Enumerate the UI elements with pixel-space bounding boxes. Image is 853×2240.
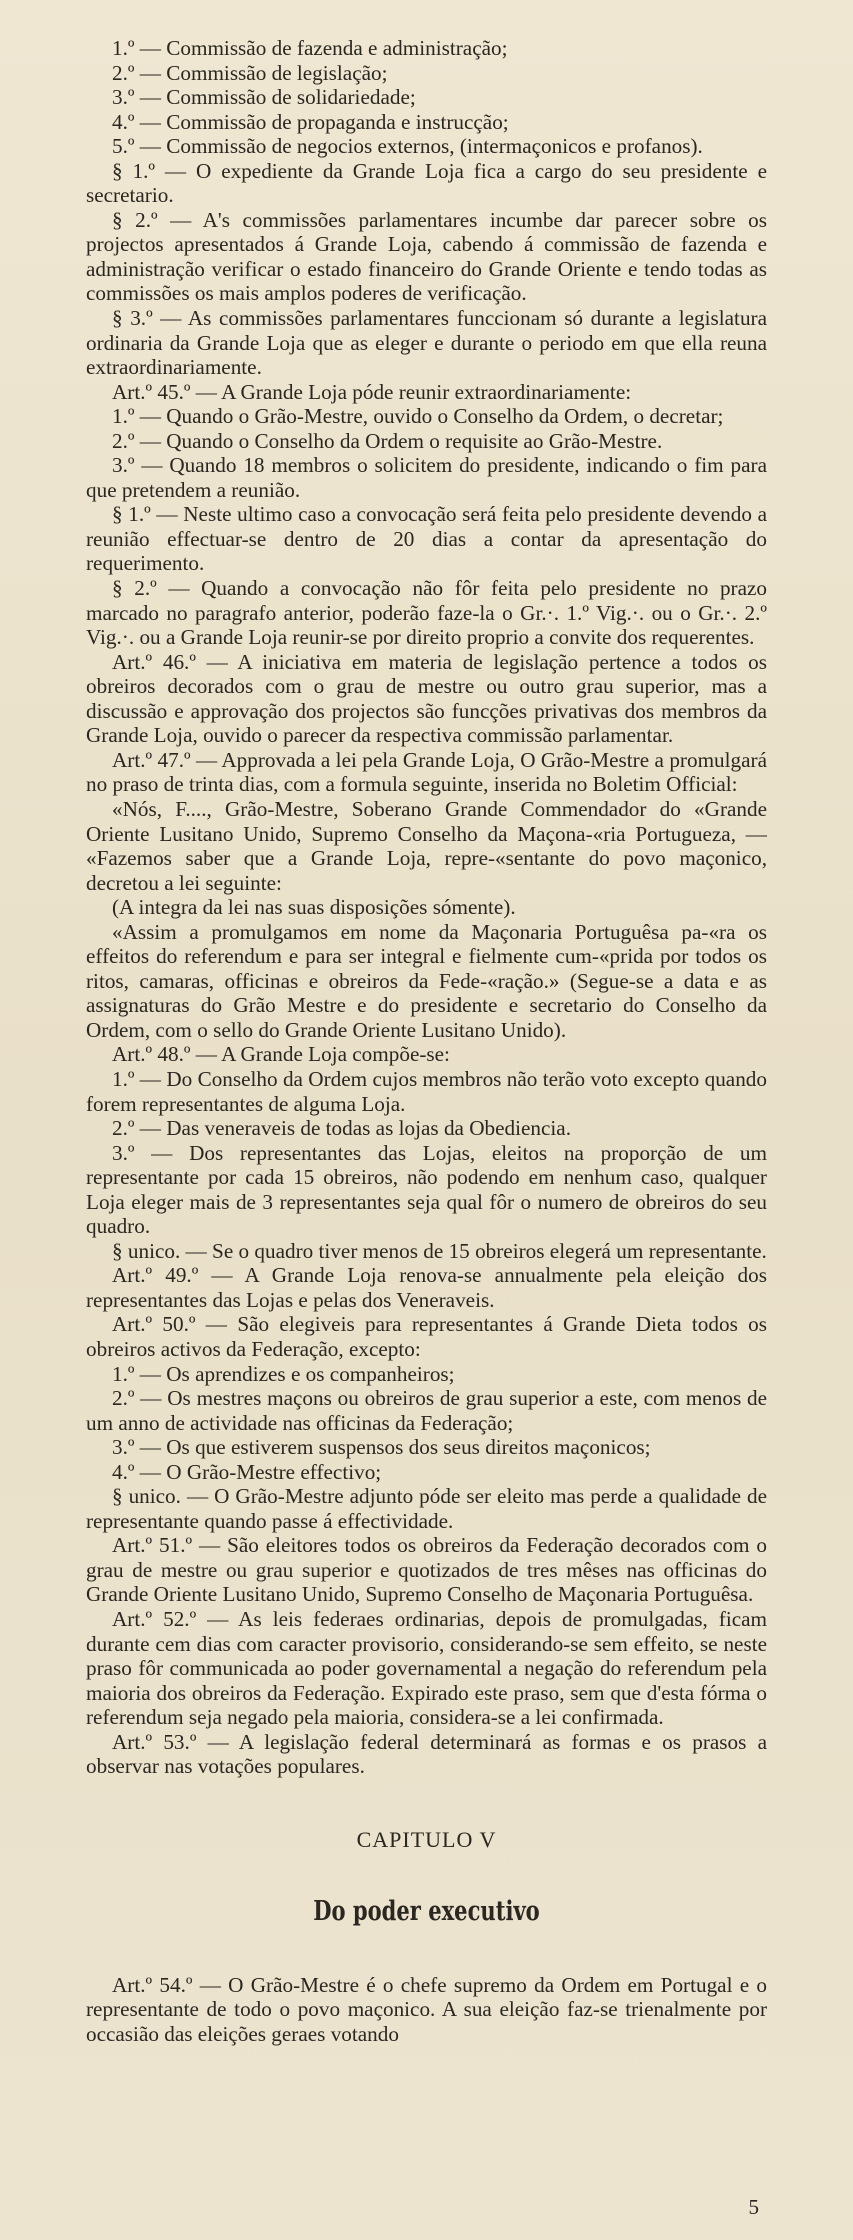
paragraph: Art.º 52.º — As leis federaes ordinarias, depois de promulgadas, ficam durante cem dias com caracter provisorio, considerando-se sem effeito, se neste praso fôr communicada ao poder governamental a negação do referendum pela maioria dos obreiros da Federação. Expirado este praso, sem que d'esta fórma o referendum seja negado pela maioria, considera-se a lei confirmada. — [86, 1607, 767, 1730]
paragraph: § unico. — O Grão-Mestre adjunto póde ser eleito mas perde a qualidade de representante quando passe á effectividade. — [86, 1484, 767, 1533]
paragraph: 2.º — Os mestres maçons ou obreiros de grau superior a este, com menos de um anno de actividade nas officinas da Federação; — [86, 1386, 767, 1435]
chapter-heading: CAPITULO V — [356, 1826, 497, 1852]
paragraph: 3.º — Os que estiverem suspensos dos seus direitos maçonicos; — [112, 1435, 651, 1460]
paragraph: § unico. — Se o quadro tiver menos de 15 obreiros elegerá um representante. — [112, 1238, 767, 1263]
paragraph: Art.º 46.º — A iniciativa em materia de legislação pertence a todos os obreiros decorados com o grau de mestre ou outro grau superior, mas a discussão e approvação dos projectos são funcções privativas dos membros da Grande Loja, ouvido o parecer da respectiva commissão parlamentar. — [86, 649, 767, 748]
document-body — [86, 36, 767, 2046]
paragraph: § 1.º — Neste ultimo caso a convocação será feita pelo presidente devendo a reunião effectuar-se dentro de 20 dias a contar da apresentação do requerimento. — [86, 502, 767, 576]
paragraph: Art.º 51.º — São eleitores todos os obreiros da Federação decorados com o grau de mestre ou grau superior e quotizados de tres mêses nas officinas do Grande Oriente Lusitano Unido, Supremo Conselho de Maçonaria Portuguêsa. — [86, 1533, 767, 1607]
paragraph: Art.º 50.º — São elegiveis para representantes á Grande Dieta todos os obreiros activos da Federação, excepto: — [86, 1312, 767, 1361]
paragraph: Art.º 49.º — A Grande Loja renova-se annualmente pela eleição dos representantes das Lojas e pelas dos Veneraveis. — [86, 1263, 767, 1312]
paragraph: «Nós, F...., Grão-Mestre, Soberano Grande Commendador do «Grande Oriente Lusitano Unido, Supremo Conselho da Maçona-«ria Portugueza, — «Fazemos saber que a Grande Loja, repre-«sentante do povo maçonico, decretou a lei seguinte: — [86, 796, 767, 895]
paragraph: § 2.º — Quando a convocação não fôr feita pelo presidente no prazo marcado no paragrafo anterior, poderão faze-la o Gr.·. 1.º Vig.·. ou o Gr.·. 2.º Vig.·. ou a Grande Loja reunir-se por direito proprio a convite dos requerentes. — [86, 576, 767, 650]
list-item: 2.º — Commissão de legislação; — [112, 60, 388, 85]
paragraph: «Assim a promulgamos em nome da Maçonaria Portuguêsa pa-«ra os effeitos do referendum e para ser integral e fielmente cum-«prida por todos os ritos, camaras, officinas e obreiros da Fede-«ração.» (Segue-se a data e as assignaturas do Grão Mestre e do presidente e secretario do Conselho da Ordem, com o sello do Grande Oriente Lusitano Unido). — [86, 919, 767, 1042]
list-item: 1.º — Commissão de fazenda e administração; — [112, 36, 508, 60]
paragraph: § 1.º — O expediente da Grande Loja fica a cargo do seu presidente e secretario. — [86, 158, 767, 208]
paragraph: Art.º 53.º — A legislação federal determinará as formas e os prasos a observar nas votações populares. — [86, 1729, 767, 1779]
list-item: 5.º — Commissão de negocios externos, (intermaçonicos e profanos). — [112, 134, 703, 159]
paragraph: § 3.º — As commissões parlamentares funccionam só durante a legislatura ordinaria da Grande Loja que as eleger e durante o periodo em que ella reuna extraordinariamente. — [86, 306, 767, 380]
paragraph: § 2.º — A's commissões parlamentares incumbe dar parecer sobre os projectos apresentados á Grande Loja, cabendo á commissão de fazenda e administração verificar o estado financeiro do Grande Oriente e tendo todas as commissões os mais amplos poderes de verificação. — [86, 207, 767, 306]
paragraph: 1.º — Os aprendizes e os companheiros; — [112, 1361, 455, 1386]
commission-list — [86, 36, 767, 159]
paragraph: 1.º — Quando o Grão-Mestre, ouvido o Conselho da Ordem, o decretar; — [112, 404, 724, 429]
list-item: 4.º — Commissão de propaganda e instrucção; — [112, 109, 509, 134]
paragraph: 3.º — Dos representantes das Lojas, eleitos na proporção de um representante por cada 15 obreiros, não podendo em nenhum caso, qualquer Loja eleger mais de 3 representantes seja qual fôr o numero de obreiros do seu quadro. — [86, 1140, 767, 1239]
paragraph: Art.º 54.º — O Grão-Mestre é o chefe supremo da Ordem em Portugal e o representante de todo o povo maçonico. A sua eleição faz-se trienalmente por occasião das eleições geraes votando — [86, 1972, 767, 2046]
paragraph: Art.º 47.º — Approvada a lei pela Grande Loja, O Grão-Mestre a promulgará no praso de trinta dias, com a formula seguinte, inserida no Boletim Official: — [86, 747, 767, 797]
page-number: 5 — [748, 2195, 759, 2219]
paragraph: 2.º — Quando o Conselho da Ordem o requisite ao Grão-Mestre. — [112, 428, 663, 453]
paragraph: 4.º — O Grão-Mestre effectivo; — [112, 1459, 382, 1484]
paragraph: (A integra da lei nas suas disposições sómente). — [112, 895, 516, 920]
section-title: Do poder executivo — [313, 1895, 540, 1927]
article-heading: Art.º 45.º — A Grande Loja póde reunir extraordinariamente: — [112, 379, 632, 404]
paragraph: 2.º — Das veneraveis de todas as lojas da Obediencia. — [112, 1116, 572, 1141]
paragraph: 3.º — Quando 18 membros o solicitem do presidente, indicando o fim para que pretendem a reunião. — [86, 453, 767, 502]
article-heading: Art.º 48.º — A Grande Loja compõe-se: — [112, 1042, 450, 1067]
list-item: 3.º — Commissão de solidariedade; — [112, 85, 416, 110]
paragraph: 1.º — Do Conselho da Ordem cujos membros não terão voto excepto quando forem representantes de alguma Loja. — [86, 1066, 767, 1116]
